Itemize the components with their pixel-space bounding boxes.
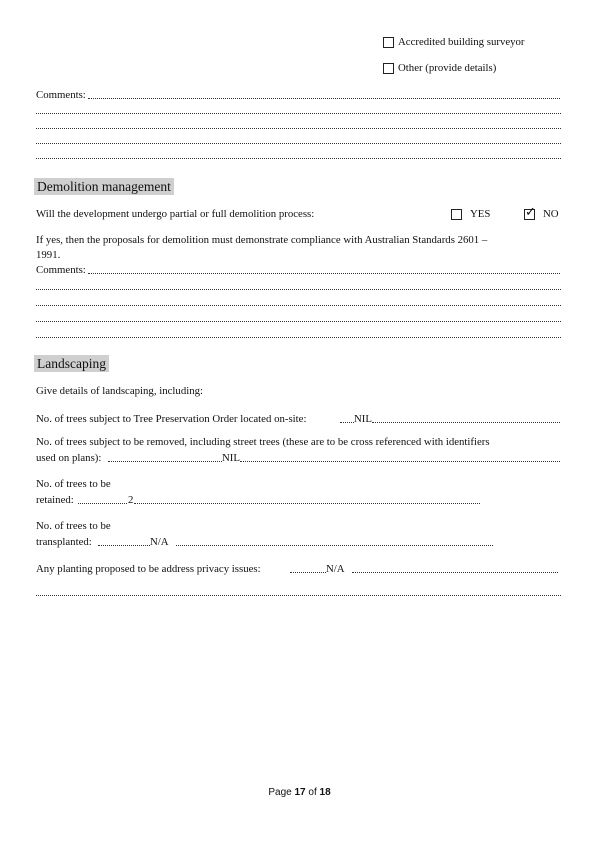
- retained-leader-dots: [78, 503, 127, 504]
- tpo-label: No. of trees subject to Tree Preservation Order located on-site:: [36, 413, 307, 425]
- demolition-note-line1: If yes, then the proposals for demolition must demonstrate compliance with Australian Standards 2601 –: [36, 234, 488, 246]
- demolition-comments-line[interactable]: [36, 289, 561, 290]
- retained-line1: No. of trees to be: [36, 478, 111, 490]
- other-label: Other (provide details): [398, 62, 497, 74]
- demolition-comments-line[interactable]: [36, 305, 561, 306]
- demolition-comments-label: Comments:: [36, 264, 86, 276]
- of-word: of: [308, 787, 317, 798]
- other-checkbox[interactable]: [383, 63, 394, 74]
- comments-line[interactable]: [36, 143, 561, 144]
- transplanted-trailing-dots: [176, 545, 493, 546]
- comments-line[interactable]: [36, 113, 561, 114]
- page-current: 17: [294, 787, 306, 798]
- accredited-surveyor-label: Accredited building surveyor: [398, 36, 525, 48]
- transplanted-label: transplanted:: [36, 536, 92, 548]
- removed-value[interactable]: NIL: [222, 452, 240, 464]
- comments-label: Comments:: [36, 89, 86, 101]
- retained-trailing-dots: [134, 503, 480, 504]
- demolition-no-checkbox[interactable]: [524, 205, 536, 220]
- page-total: 18: [319, 787, 331, 798]
- privacy-label: Any planting proposed to be address privacy issues:: [36, 563, 261, 575]
- retained-value[interactable]: 2: [128, 494, 134, 506]
- demolition-heading: Demolition management: [34, 178, 174, 195]
- page-footer: [0, 787, 599, 798]
- landscaping-heading: Landscaping: [34, 355, 109, 372]
- privacy-value[interactable]: N/A: [326, 563, 345, 575]
- accredited-surveyor-checkbox[interactable]: [383, 37, 394, 48]
- removed-leader-dots: [108, 461, 222, 462]
- privacy-extra-line[interactable]: [36, 595, 561, 596]
- demolition-yes-checkbox[interactable]: [451, 209, 462, 220]
- page-word: Page: [268, 787, 292, 798]
- demolition-note-line2: 1991.: [36, 249, 61, 261]
- demolition-comments-line[interactable]: [36, 321, 561, 322]
- comments-line[interactable]: [36, 128, 561, 129]
- comments-line[interactable]: [36, 158, 561, 159]
- privacy-leader-dots: [290, 572, 326, 573]
- demolition-comments-line[interactable]: [88, 273, 560, 274]
- tpo-leader-dots: [340, 422, 354, 423]
- transplanted-leader-dots: [98, 545, 150, 546]
- check-mark-icon: ✓: [525, 205, 536, 220]
- demolition-comments-line[interactable]: [36, 337, 561, 338]
- demolition-yes-label: YES: [470, 208, 491, 220]
- transplanted-value[interactable]: N/A: [150, 536, 169, 548]
- removed-trailing-dots: [240, 461, 560, 462]
- removed-label: used on plans):: [36, 452, 102, 464]
- demolition-no-label: NO: [543, 208, 559, 220]
- privacy-trailing-dots: [352, 572, 558, 573]
- retained-label: retained:: [36, 494, 74, 506]
- landscaping-intro: Give details of landscaping, including:: [36, 385, 204, 397]
- comments-line[interactable]: [88, 98, 560, 99]
- tpo-trailing-dots: [372, 422, 560, 423]
- tpo-value[interactable]: NIL: [354, 413, 372, 425]
- demolition-question: Will the development undergo partial or full demolition process:: [36, 208, 315, 220]
- removed-line1: No. of trees subject to be removed, including street trees (these are to be cross referenced with identifiers: [36, 436, 490, 448]
- transplanted-line1: No. of trees to be: [36, 520, 111, 532]
